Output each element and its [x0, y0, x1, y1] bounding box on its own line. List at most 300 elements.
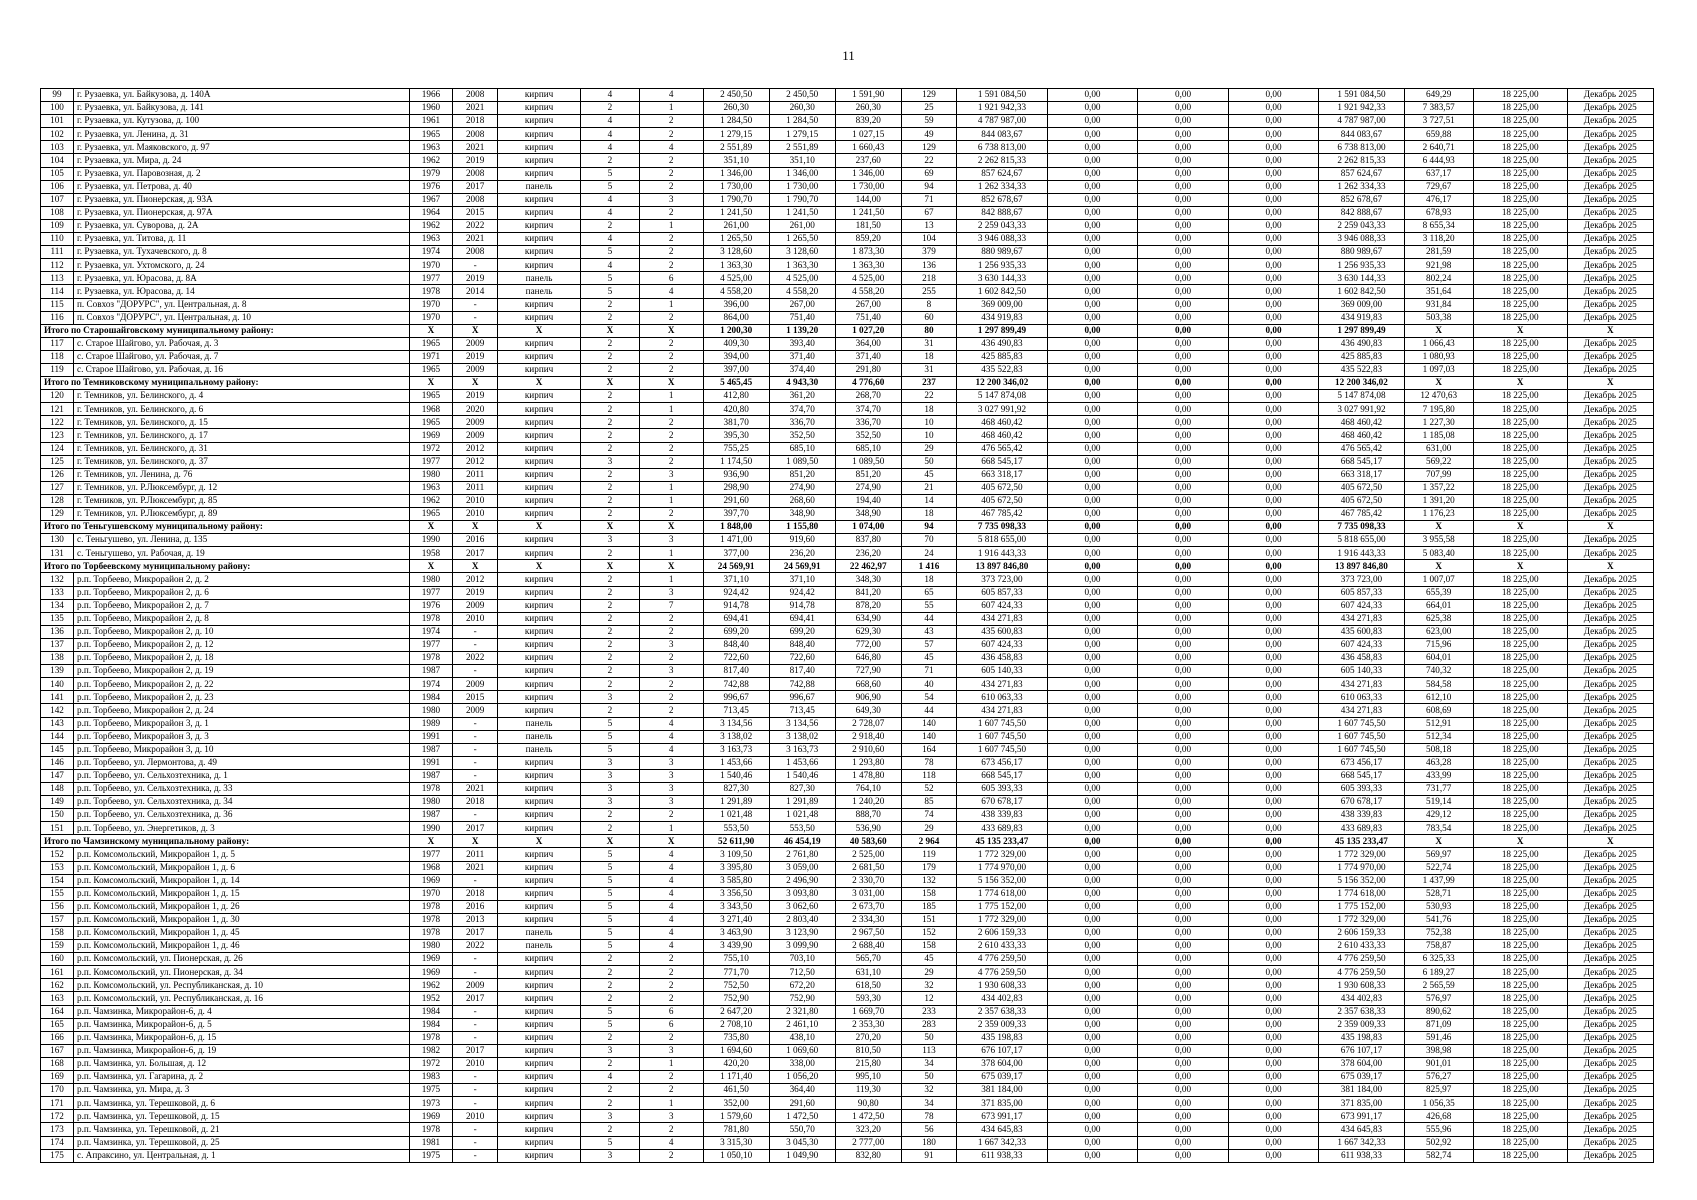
table-cell: Декабрь 2025	[1567, 782, 1653, 795]
address-cell: р.п. Торбеево, Микрорайон 2, д. 24	[74, 704, 410, 717]
table-cell: 2 803,40	[769, 913, 835, 926]
table-cell: 0,00	[1228, 1123, 1319, 1136]
address-cell: р.п. Чамзинка, Микрорайон-6, д. 15	[74, 1031, 410, 1044]
table-cell: 2019	[453, 350, 498, 363]
table-row	[41, 822, 1654, 835]
table-cell: 4 525,00	[769, 272, 835, 285]
table-cell: 2 610 433,33	[957, 940, 1048, 953]
table-cell: 270,20	[835, 1031, 901, 1044]
address-cell: р.п. Комсомольский, ул. Пионерская, д. 26	[74, 953, 410, 966]
row-number: 144	[41, 730, 74, 743]
address-cell: г. Темников, ул. Р.Люксембург, д. 89	[74, 508, 410, 521]
table-cell: Декабрь 2025	[1567, 259, 1653, 272]
table-row	[41, 154, 1654, 167]
table-cell: 2 761,80	[769, 848, 835, 861]
table-cell: кирпич	[498, 638, 581, 651]
table-cell: 0,00	[1138, 363, 1229, 376]
table-cell: 364,00	[835, 337, 901, 350]
table-cell: 2	[581, 468, 640, 481]
table-cell: 18 225,00	[1473, 233, 1567, 246]
table-cell: 553,50	[703, 822, 769, 835]
table-cell: 5	[581, 927, 640, 940]
subtotal-row	[41, 560, 1654, 573]
table-cell: 1963	[409, 141, 453, 154]
table-cell: 0,00	[1228, 246, 1319, 259]
table-cell: 0,00	[1138, 796, 1229, 809]
table-cell: 0,00	[1228, 508, 1319, 521]
table-cell: 0,00	[1138, 966, 1229, 979]
table-cell: 18 225,00	[1473, 586, 1567, 599]
table-cell: 0,00	[1047, 350, 1138, 363]
table-cell: 2	[581, 350, 640, 363]
row-number: 146	[41, 756, 74, 769]
table-row	[41, 1031, 1654, 1044]
table-cell: 6 444,93	[1404, 154, 1473, 167]
table-cell: 0,00	[1138, 1084, 1229, 1097]
row-number: 106	[41, 180, 74, 193]
table-cell: 2 321,80	[769, 1005, 835, 1018]
table-cell: 371,10	[703, 573, 769, 586]
table-cell: 2	[639, 246, 703, 259]
table-cell: 0,00	[1138, 390, 1229, 403]
table-cell: 2012	[453, 442, 498, 455]
table-cell: 0,00	[1047, 874, 1138, 887]
subtotal-cell: X	[1473, 835, 1567, 848]
table-cell: 1 916 443,33	[1319, 547, 1404, 560]
table-cell: 435 198,83	[957, 1031, 1048, 1044]
table-cell: 924,42	[703, 586, 769, 599]
table-cell: 352,50	[835, 429, 901, 442]
row-number: 162	[41, 979, 74, 992]
table-cell: кирпич	[498, 481, 581, 494]
address-cell: р.п. Чамзинка, Микрорайон-6, д. 5	[74, 1018, 410, 1031]
table-cell: 1980	[409, 704, 453, 717]
table-cell: 0,00	[1138, 900, 1229, 913]
subtotal-cell: X	[1404, 324, 1473, 337]
table-cell: панель	[498, 717, 581, 730]
table-cell: 1 607 745,50	[957, 743, 1048, 756]
table-cell: 1984	[409, 691, 453, 704]
table-cell: 18 225,00	[1473, 272, 1567, 285]
table-cell: 1 293,80	[835, 756, 901, 769]
table-cell: 0,00	[1047, 861, 1138, 874]
table-row	[41, 638, 1654, 651]
table-cell: 0,00	[1047, 599, 1138, 612]
table-cell: 0,00	[1138, 769, 1229, 782]
table-cell: 0,00	[1228, 782, 1319, 795]
table-cell: 405 672,50	[1319, 481, 1404, 494]
table-cell: 129	[901, 89, 956, 102]
table-row	[41, 599, 1654, 612]
table-cell: 631,10	[835, 966, 901, 979]
table-cell: 0,00	[1228, 769, 1319, 782]
table-cell: Декабрь 2025	[1567, 363, 1653, 376]
table-cell: 2	[639, 115, 703, 128]
table-cell: 1 049,90	[769, 1149, 835, 1162]
table-cell: 1 667 342,33	[957, 1136, 1048, 1149]
table-cell: 351,10	[703, 154, 769, 167]
table-cell: 151	[901, 913, 956, 926]
row-number: 163	[41, 992, 74, 1005]
table-cell: 412,80	[703, 390, 769, 403]
table-cell: 463,28	[1404, 756, 1473, 769]
table-cell: 378 604,00	[957, 1057, 1048, 1070]
table-cell: 18 225,00	[1473, 468, 1567, 481]
table-cell: кирпич	[498, 1071, 581, 1084]
table-cell: -	[453, 1149, 498, 1162]
table-cell: кирпич	[498, 508, 581, 521]
table-cell: 771,70	[703, 966, 769, 979]
page-number: 11	[842, 48, 855, 63]
table-cell: 837,80	[835, 534, 901, 547]
table-cell: 436 458,83	[957, 652, 1048, 665]
table-cell: 673 991,17	[957, 1110, 1048, 1123]
table-cell: 607 424,33	[957, 638, 1048, 651]
table-cell: 2 259 043,33	[957, 219, 1048, 232]
table-cell: 827,30	[703, 782, 769, 795]
table-cell: кирпич	[498, 246, 581, 259]
table-row	[41, 756, 1654, 769]
table-cell: 56	[901, 1123, 956, 1136]
table-cell: 2	[639, 612, 703, 625]
table-cell: 2 640,71	[1404, 141, 1473, 154]
subtotal-cell: 1 297 899,49	[1319, 324, 1404, 337]
table-cell: 1	[639, 1097, 703, 1110]
address-cell: с. Старое Шайгово, ул. Рабочая, д. 16	[74, 363, 410, 376]
table-cell: 18 225,00	[1473, 115, 1567, 128]
table-cell: 54	[901, 691, 956, 704]
row-number: 105	[41, 167, 74, 180]
table-cell: 0,00	[1138, 193, 1229, 206]
subtotal-cell: X	[1404, 835, 1473, 848]
table-cell: 1 607 745,50	[1319, 730, 1404, 743]
table-row	[41, 1018, 1654, 1031]
table-cell: 1 775 152,00	[1319, 900, 1404, 913]
table-cell: Декабрь 2025	[1567, 953, 1653, 966]
table-cell: -	[453, 1123, 498, 1136]
table-cell: Декабрь 2025	[1567, 534, 1653, 547]
table-cell: 781,80	[703, 1123, 769, 1136]
table-cell: -	[453, 1031, 498, 1044]
table-cell: 2022	[453, 652, 498, 665]
table-cell: кирпич	[498, 796, 581, 809]
table-row	[41, 128, 1654, 141]
table-cell: 4	[581, 89, 640, 102]
table-cell: Декабрь 2025	[1567, 455, 1653, 468]
table-cell: -	[453, 966, 498, 979]
table-cell: 2	[581, 154, 640, 167]
table-cell: 1 027,15	[835, 128, 901, 141]
table-cell: кирпич	[498, 219, 581, 232]
table-cell: Декабрь 2025	[1567, 1057, 1653, 1070]
table-cell: Декабрь 2025	[1567, 494, 1653, 507]
table-cell: кирпич	[498, 350, 581, 363]
table-cell: 0,00	[1228, 403, 1319, 416]
table-cell: 1 660,43	[835, 141, 901, 154]
table-cell: 2017	[453, 180, 498, 193]
table-cell: 0,00	[1228, 927, 1319, 940]
table-cell: 4	[639, 887, 703, 900]
subtotal-cell: X	[498, 324, 581, 337]
table-cell: 2	[639, 508, 703, 521]
table-cell: 136	[901, 259, 956, 272]
table-cell: 18 225,00	[1473, 547, 1567, 560]
table-cell: 1 774 970,00	[1319, 861, 1404, 874]
table-cell: 158	[901, 940, 956, 953]
address-cell: р.п. Чамзинка, ул. Терешковой, д. 6	[74, 1097, 410, 1110]
table-cell: кирпич	[498, 193, 581, 206]
table-cell: 18 225,00	[1473, 259, 1567, 272]
table-cell: 2	[581, 547, 640, 560]
table-cell: Декабрь 2025	[1567, 913, 1653, 926]
row-number: 161	[41, 966, 74, 979]
table-cell: 0,00	[1047, 652, 1138, 665]
table-cell: 3	[639, 756, 703, 769]
table-cell: 434 919,83	[1319, 311, 1404, 324]
table-cell: 18 225,00	[1473, 219, 1567, 232]
table-cell: 1 291,89	[703, 796, 769, 809]
table-cell: 1 694,60	[703, 1044, 769, 1057]
table-cell: Декабрь 2025	[1567, 468, 1653, 481]
address-cell: с. Старое Шайгово, ул. Рабочая, д. 7	[74, 350, 410, 363]
table-cell: 6 325,33	[1404, 953, 1473, 966]
table-cell: 1965	[409, 390, 453, 403]
table-cell: 0,00	[1138, 442, 1229, 455]
table-cell: 3 059,00	[769, 861, 835, 874]
table-cell: 0,00	[1047, 743, 1138, 756]
table-cell: кирпич	[498, 756, 581, 769]
table-cell: 1963	[409, 481, 453, 494]
table-cell: Декабрь 2025	[1567, 311, 1653, 324]
row-number: 154	[41, 874, 74, 887]
table-cell: 783,54	[1404, 822, 1473, 835]
table-cell: -	[453, 1018, 498, 1031]
table-cell: 0,00	[1138, 547, 1229, 560]
table-cell: 0,00	[1047, 1084, 1138, 1097]
table-cell: 2	[581, 442, 640, 455]
table-cell: 629,30	[835, 625, 901, 638]
table-cell: 0,00	[1138, 1031, 1229, 1044]
row-number: 131	[41, 547, 74, 560]
subtotal-cell: 13 897 846,80	[957, 560, 1048, 573]
table-cell: 2	[639, 704, 703, 717]
table-cell: 921,98	[1404, 259, 1473, 272]
table-cell: 1970	[409, 887, 453, 900]
table-cell: 71	[901, 665, 956, 678]
table-cell: 6 738 813,00	[957, 141, 1048, 154]
table-cell: 1983	[409, 1071, 453, 1084]
table-cell: 1968	[409, 861, 453, 874]
table-cell: 1 730,00	[703, 180, 769, 193]
row-number: 153	[41, 861, 74, 874]
table-cell: 0,00	[1228, 717, 1319, 730]
table-cell: 1 607 745,50	[1319, 717, 1404, 730]
table-row	[41, 940, 1654, 953]
table-cell: 2	[581, 992, 640, 1005]
table-cell: 1	[639, 219, 703, 232]
table-cell: 0,00	[1047, 678, 1138, 691]
table-cell: 0,00	[1228, 704, 1319, 717]
table-cell: 0,00	[1138, 625, 1229, 638]
subtotal-cell: 45 135 233,47	[1319, 835, 1404, 848]
table-cell: 7 195,80	[1404, 403, 1473, 416]
table-cell: 2	[581, 1123, 640, 1136]
table-cell: 2009	[453, 704, 498, 717]
table-cell: 0,00	[1047, 822, 1138, 835]
table-cell: 436 490,83	[1319, 337, 1404, 350]
table-cell: 0,00	[1228, 298, 1319, 311]
table-cell: 2018	[453, 115, 498, 128]
table-cell: 18 225,00	[1473, 756, 1567, 769]
table-cell: 50	[901, 455, 956, 468]
row-number: 148	[41, 782, 74, 795]
table-cell: 764,10	[835, 782, 901, 795]
table-cell: 164	[901, 743, 956, 756]
table-cell: 1982	[409, 1044, 453, 1057]
table-cell: 0,00	[1138, 730, 1229, 743]
table-cell: 0,00	[1138, 665, 1229, 678]
table-cell: 0,00	[1228, 913, 1319, 926]
table-cell: 2009	[453, 363, 498, 376]
table-cell: 0,00	[1228, 599, 1319, 612]
table-cell: 2 610 433,33	[1319, 940, 1404, 953]
table-cell: кирпич	[498, 822, 581, 835]
subtotal-cell: 46 454,19	[769, 835, 835, 848]
table-row	[41, 468, 1654, 481]
table-cell: 842 888,67	[957, 206, 1048, 219]
table-cell: 2019	[453, 272, 498, 285]
table-cell: 0,00	[1138, 102, 1229, 115]
table-cell: 3	[639, 769, 703, 782]
table-cell: 0,00	[1228, 940, 1319, 953]
table-cell: 2	[581, 625, 640, 638]
row-number: 112	[41, 259, 74, 272]
address-cell: р.п. Торбеево, Микрорайон 2, д. 19	[74, 665, 410, 678]
table-cell: 0,00	[1047, 1123, 1138, 1136]
table-cell: 31	[901, 363, 956, 376]
subtotal-cell: X	[498, 835, 581, 848]
table-cell: 4	[639, 730, 703, 743]
table-cell: 1958	[409, 547, 453, 560]
address-cell: г. Рузаевка, ул. Юрасова, д. 8А	[74, 272, 410, 285]
table-cell: 0,00	[1047, 547, 1138, 560]
table-row	[41, 350, 1654, 363]
table-cell: 434 271,83	[1319, 678, 1404, 691]
subtotal-cell: X	[409, 560, 453, 573]
table-cell: 1976	[409, 599, 453, 612]
table-cell: 18 225,00	[1473, 861, 1567, 874]
table-cell: 0,00	[1047, 887, 1138, 900]
table-cell: 0,00	[1138, 848, 1229, 861]
table-cell: 2 461,10	[769, 1018, 835, 1031]
table-row	[41, 1110, 1654, 1123]
row-number: 120	[41, 390, 74, 403]
table-cell: 1964	[409, 206, 453, 219]
table-cell: кирпич	[498, 442, 581, 455]
table-cell: 113	[901, 1044, 956, 1057]
table-cell: 1 607 745,50	[957, 730, 1048, 743]
table-cell: 0,00	[1228, 979, 1319, 992]
row-number: 136	[41, 625, 74, 638]
row-number: 142	[41, 704, 74, 717]
table-cell: 0,00	[1228, 272, 1319, 285]
table-cell: 215,80	[835, 1057, 901, 1070]
table-cell: 3	[639, 796, 703, 809]
table-cell: 429,12	[1404, 809, 1473, 822]
table-cell: кирпич	[498, 416, 581, 429]
table-cell: 4	[639, 940, 703, 953]
table-cell: 3 271,40	[703, 913, 769, 926]
subtotal-cell: 0,00	[1047, 835, 1138, 848]
table-cell: 2019	[453, 586, 498, 599]
row-number: 156	[41, 900, 74, 913]
table-cell: Декабрь 2025	[1567, 599, 1653, 612]
table-cell: 584,58	[1404, 678, 1473, 691]
table-cell: 0,00	[1228, 743, 1319, 756]
table-cell: 576,97	[1404, 992, 1473, 1005]
table-cell: 0,00	[1138, 638, 1229, 651]
table-cell: 2	[639, 311, 703, 324]
table-cell: 1 916 443,33	[957, 547, 1048, 560]
table-cell: 29	[901, 966, 956, 979]
table-cell: 8 655,34	[1404, 219, 1473, 232]
table-row	[41, 573, 1654, 586]
table-cell: 3	[581, 769, 640, 782]
table-cell: 371 835,00	[1319, 1097, 1404, 1110]
table-cell: 0,00	[1138, 350, 1229, 363]
row-number: 127	[41, 481, 74, 494]
table-cell: 0,00	[1047, 1097, 1138, 1110]
table-cell: -	[453, 298, 498, 311]
row-number: 119	[41, 363, 74, 376]
table-cell: Декабрь 2025	[1567, 717, 1653, 730]
table-row	[41, 796, 1654, 809]
subtotal-cell: X	[639, 835, 703, 848]
table-cell: 32	[901, 1084, 956, 1097]
table-cell: 0,00	[1228, 665, 1319, 678]
table-cell: Декабрь 2025	[1567, 206, 1653, 219]
table-cell: Декабрь 2025	[1567, 1005, 1653, 1018]
table-cell: 291,80	[835, 363, 901, 376]
subtotal-cell: X	[581, 324, 640, 337]
table-cell: 623,00	[1404, 625, 1473, 638]
table-cell: кирпич	[498, 1044, 581, 1057]
table-row	[41, 717, 1654, 730]
table-cell: 381 184,00	[1319, 1084, 1404, 1097]
table-cell: 0,00	[1047, 1018, 1138, 1031]
table-cell: 1978	[409, 652, 453, 665]
table-cell: кирпич	[498, 665, 581, 678]
table-cell: 0,00	[1047, 337, 1138, 350]
table-cell: Декабрь 2025	[1567, 442, 1653, 455]
table-cell: 751,40	[769, 311, 835, 324]
table-cell: 1 284,50	[703, 115, 769, 128]
table-cell: 18 225,00	[1473, 390, 1567, 403]
table-cell: 713,45	[769, 704, 835, 717]
table-cell: -	[453, 809, 498, 822]
table-cell: 10	[901, 416, 956, 429]
table-cell: 1981	[409, 1136, 453, 1149]
table-cell: 2021	[453, 233, 498, 246]
table-cell: Декабрь 2025	[1567, 193, 1653, 206]
table-cell: 2	[581, 638, 640, 651]
table-cell: Декабрь 2025	[1567, 416, 1653, 429]
subtotal-cell: X	[581, 521, 640, 534]
address-cell: р.п. Торбеево, Микрорайон 2, д. 18	[74, 652, 410, 665]
table-cell: 1 262 334,33	[1319, 180, 1404, 193]
table-cell: 1	[639, 403, 703, 416]
table-cell: 1978	[409, 927, 453, 940]
